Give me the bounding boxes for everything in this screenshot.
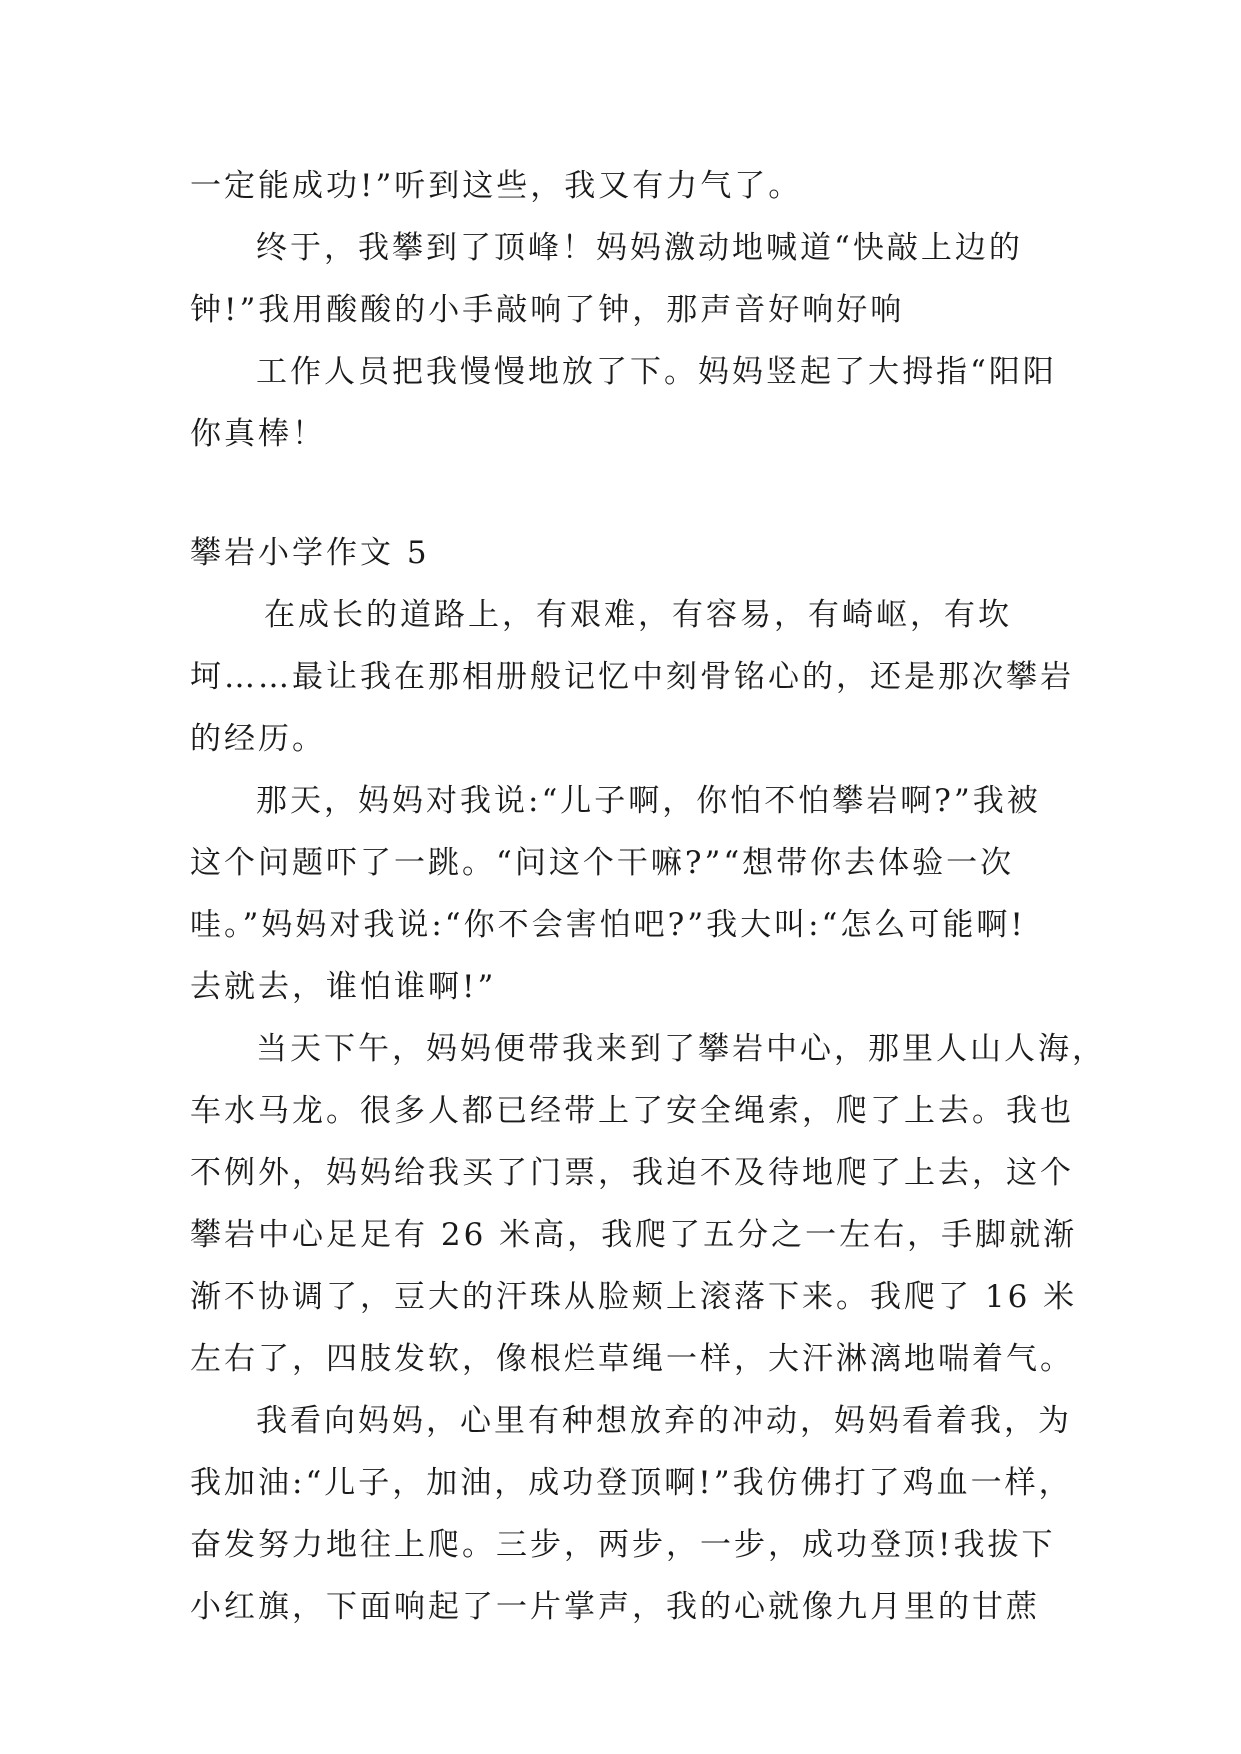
essay-title: 攀岩小学作文 5 (190, 535, 430, 571)
text-line: 钟!”我用酸酸的小手敲响了钟，那声音好响好响 (190, 292, 905, 328)
section-gap (190, 465, 1060, 522)
text-line: 哇。”妈妈对我说:“你不会害怕吧?”我大叫:“怎么可能啊! (190, 907, 1026, 943)
text-line: 你真棒！ (190, 416, 326, 452)
paragraph-start: 在成长的道路上，有艰难，有容易，有崎岖，有坎 (264, 597, 1012, 633)
text-line: 的经历。 (190, 721, 326, 757)
paragraph-start: 终于，我攀到了顶峰！妈妈激动地喊道“快敲上边的 (256, 230, 1023, 266)
text-line: 攀岩中心足足有 26 米高，我爬了五分之一左右，手脚就渐 (190, 1217, 1078, 1253)
text-line: 奋发努力地往上爬。三步，两步，一步，成功登顶!我拔下 (190, 1527, 1056, 1563)
text-line: 渐不协调了，豆大的汗珠从脸颊上滚落下来。我爬了 16 米 (190, 1279, 1078, 1315)
paragraph-start: 那天，妈妈对我说:“儿子啊，你怕不怕攀岩啊?”我被 (256, 783, 1041, 819)
text-line: 一定能成功!”听到这些，我又有力气了。 (190, 168, 803, 204)
document-body (190, 155, 1106, 1638)
paragraph-start: 我看向妈妈，心里有种想放弃的冲动，妈妈看着我，为 (256, 1403, 1072, 1439)
text-line: 坷……最让我在那相册般记忆中刻骨铭心的，还是那次攀岩 (190, 659, 1074, 695)
text-line: 去就去，谁怕谁啊!” (190, 969, 497, 1005)
text-line: 左右了，四肢发软，像根烂草绳一样，大汗淋漓地喘着气。 (190, 1341, 1074, 1377)
text-line: 小红旗，下面响起了一片掌声，我的心就像九月里的甘蔗 (190, 1589, 1040, 1625)
paragraph-start: 当天下午，妈妈便带我来到了攀岩中心，那里人山人海， (256, 1031, 1106, 1067)
text-line: 车水马龙。很多人都已经带上了安全绳索，爬了上去。我也 (190, 1093, 1074, 1129)
text-line: 这个问题吓了一跳。“问这个干嘛?”“想带你去体验一次 (190, 845, 1015, 881)
paragraph-start: 工作人员把我慢慢地放了下。妈妈竖起了大拇指“阳阳 (256, 354, 1057, 390)
text-line: 我加油:“儿子，加油，成功登顶啊!”我仿佛打了鸡血一样， (190, 1465, 1073, 1501)
text-line: 不例外，妈妈给我买了门票，我迫不及待地爬了上去，这个 (190, 1155, 1074, 1191)
